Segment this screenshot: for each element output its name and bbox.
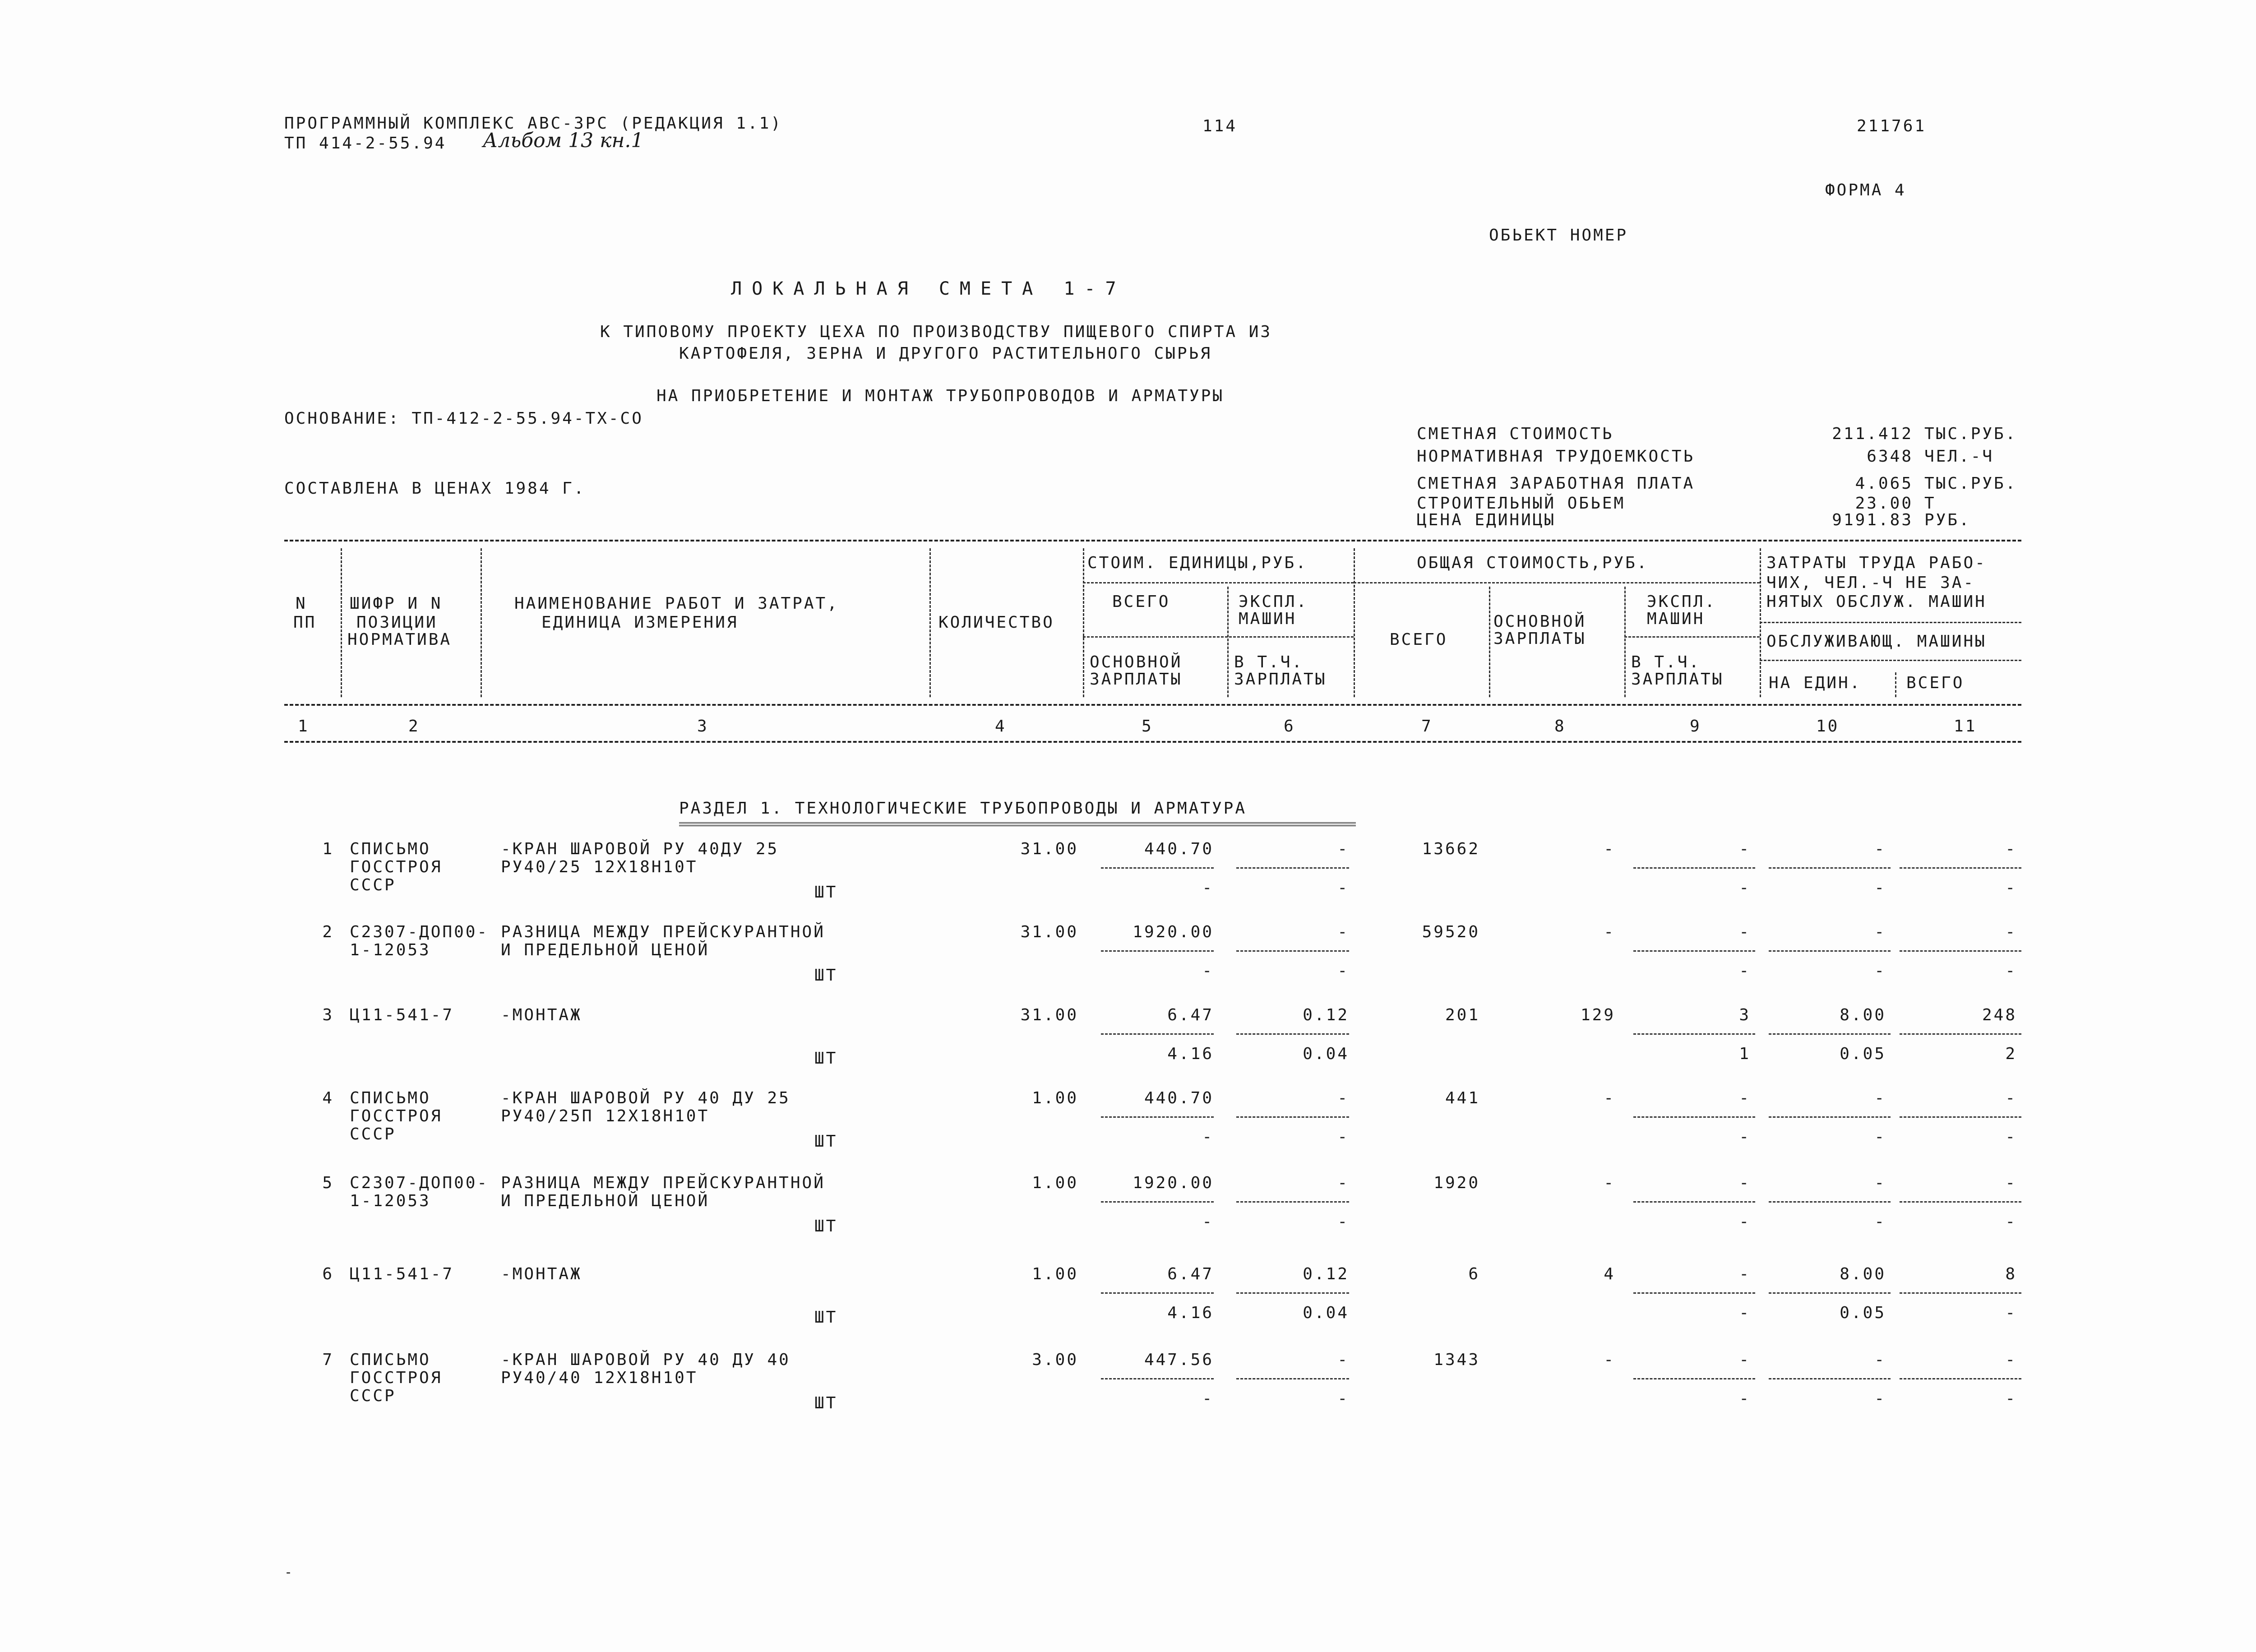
col-number: 10: [1816, 717, 1840, 736]
hdr-labor-total: ВСЕГО: [1906, 674, 1965, 692]
summary-unit: Т: [1924, 494, 1936, 513]
row-rule: [1633, 1378, 1755, 1379]
header-rule-mid: [284, 704, 2021, 706]
row-exp-wage: -: [1739, 962, 1751, 980]
row-rule: [1101, 1201, 1214, 1203]
row-name: -КРАН ШАРОВОЙ РУ 40 ДУ 40: [501, 1351, 791, 1369]
row-rule: [1900, 867, 2021, 869]
row-code: СССР: [350, 876, 396, 894]
row-uc-wage: -: [1202, 1128, 1214, 1146]
hdr-uc-wage: ЗАРПЛАТЫ: [1090, 670, 1183, 689]
row-labor-unit-2: -: [1874, 1389, 1886, 1408]
object-label: ОБЬЕКТ НОМЕР: [1489, 226, 1628, 245]
row-uc-exp-wage: -: [1337, 1128, 1349, 1146]
basis-line: ОСНОВАНИЕ: ТП-412-2-55.94-ТХ-СО: [284, 409, 643, 428]
col-number: 5: [1142, 717, 1153, 736]
row-labor-total-2: -: [2005, 1304, 2017, 1322]
col-separator: [1624, 587, 1626, 697]
row-total: 59520: [1422, 923, 1480, 941]
hdr-unit-cost: СТОИМ. ЕДИНИЦЫ,РУБ.: [1087, 554, 1308, 572]
row-unit: ШТ: [814, 1132, 838, 1151]
col-separator: [1489, 587, 1490, 697]
row-labor-unit-2: -: [1874, 962, 1886, 980]
hdr-pp: ПП: [293, 613, 317, 632]
row-uc-wage: -: [1202, 1212, 1214, 1231]
row-rule: [1769, 1292, 1891, 1294]
row-qty: 31.00: [1020, 1006, 1078, 1024]
header-rule-top: [284, 540, 2021, 541]
row-total: 6: [1468, 1265, 1480, 1283]
row-rule: [1101, 867, 1214, 869]
row-labor-total: 8: [2005, 1265, 2017, 1283]
row-labor-unit: 8.00: [1840, 1265, 1886, 1283]
title-line-1: К ТИПОВОМУ ПРОЕКТУ ЦЕХА ПО ПРОИЗВОДСТВУ ПИЩЕВОГО СПИРТА ИЗ: [600, 323, 1272, 341]
row-wage: 129: [1580, 1006, 1615, 1024]
col-separator: [1083, 548, 1084, 697]
hdr-rule: [1083, 582, 1354, 583]
row-number: 2: [322, 923, 334, 941]
row-exp: -: [1739, 923, 1751, 941]
row-labor-unit: -: [1874, 923, 1886, 941]
row-labor-total-2: -: [2005, 1212, 2017, 1231]
row-labor-total: -: [2005, 840, 2017, 858]
row-rule: [1236, 1033, 1349, 1035]
row-uc-total: 447.56: [1144, 1351, 1214, 1369]
header-rule-bottom: [284, 741, 2021, 743]
row-labor-total-2: -: [2005, 879, 2017, 897]
row-uc-wage: 4.16: [1167, 1304, 1214, 1322]
row-unit: ШТ: [814, 1394, 838, 1412]
summary-label: ЦЕНА ЕДИНИЦЫ: [1417, 511, 1556, 529]
summary-unit: ЧЕЛ.-Ч: [1924, 447, 1994, 466]
document-title: ЛОКАЛЬНАЯ СМЕТА 1-7: [731, 278, 1126, 299]
row-code: СССР: [350, 1387, 396, 1405]
row-rule: [1101, 1378, 1214, 1379]
summary-label: СМЕТНАЯ ЗАРАБОТНАЯ ПЛАТА: [1417, 474, 1695, 493]
row-rule: [1633, 1033, 1755, 1035]
row-uc-wage: 4.16: [1167, 1045, 1214, 1063]
row-uc-total: 1920.00: [1133, 923, 1214, 941]
row-exp: 3: [1739, 1006, 1751, 1024]
row-uc-exp: -: [1337, 923, 1349, 941]
row-uc-exp-wage: 0.04: [1303, 1045, 1349, 1063]
row-labor-unit: -: [1874, 1089, 1886, 1107]
handwritten-note: Альбом 13 кн.1: [483, 129, 644, 152]
row-rule: [1633, 1292, 1755, 1294]
col-number: 6: [1284, 717, 1295, 736]
row-unit: ШТ: [814, 1217, 838, 1236]
summary-unit: ТЫС.РУБ.: [1924, 474, 2017, 493]
row-rule: [1900, 1116, 2021, 1118]
row-labor-unit-2: 0.05: [1840, 1304, 1886, 1322]
row-wage: -: [1604, 1351, 1615, 1369]
row-rule: [1769, 1378, 1891, 1379]
hdr-tc-incl: ЗАРПЛАТЫ: [1631, 670, 1724, 689]
row-qty: 3.00: [1032, 1351, 1078, 1369]
row-rule: [1900, 1378, 2021, 1379]
title-line-2: КАРТОФЕЛЯ, ЗЕРНА И ДРУГОГО РАСТИТЕЛЬНОГО СЫРЬЯ: [679, 344, 1212, 363]
row-labor-unit: -: [1874, 1174, 1886, 1192]
hdr-tc-total: ВСЕГО: [1390, 630, 1448, 649]
program-line: ПРОГРАММНЫЙ КОМПЛЕКС АВС-ЗРС (РЕДАКЦИЯ 1.1): [284, 114, 782, 133]
row-rule: [1900, 1201, 2021, 1203]
row-exp: -: [1739, 1351, 1751, 1369]
summary-unit: РУБ.: [1924, 511, 1971, 529]
row-rule: [1236, 867, 1349, 869]
hdr-rule: [1760, 660, 2021, 661]
row-exp-wage: -: [1739, 1304, 1751, 1322]
hdr-tc-exp: МАШИН: [1647, 610, 1705, 628]
col-separator: [1227, 587, 1229, 697]
row-labor-unit-2: -: [1874, 1212, 1886, 1231]
row-uc-wage: -: [1202, 962, 1214, 980]
row-rule: [1900, 950, 2021, 952]
row-rule: [1236, 1116, 1349, 1118]
row-qty: 1.00: [1032, 1089, 1078, 1107]
row-code: 1-12053: [350, 941, 431, 959]
row-exp-wage: -: [1739, 1128, 1751, 1146]
row-code: СПИСЬМО: [350, 1089, 431, 1107]
row-labor-unit: -: [1874, 840, 1886, 858]
hdr-code: ПОЗИЦИИ: [356, 613, 438, 632]
hdr-labor: ЗАТРАТЫ ТРУДА РАБО-: [1766, 554, 1987, 572]
row-qty: 1.00: [1032, 1265, 1078, 1283]
row-rule: [1101, 950, 1214, 952]
row-labor-total-2: -: [2005, 962, 2017, 980]
summary-label: СТРОИТЕЛЬНЫЙ ОБЬЕМ: [1417, 494, 1626, 513]
row-number: 7: [322, 1351, 334, 1369]
col-number: 11: [1954, 717, 1977, 736]
row-labor-total-2: -: [2005, 1128, 2017, 1146]
hdr-tc-wage: ОСНОВНОЙ: [1493, 612, 1586, 631]
col-number: 8: [1554, 717, 1566, 736]
row-number: 6: [322, 1265, 334, 1283]
hdr-tc-wage: ЗАРПЛАТЫ: [1493, 629, 1586, 648]
hdr-uc-incl: В Т.Ч.: [1234, 653, 1304, 671]
hdr-rule: [1354, 582, 1760, 583]
row-rule: [1101, 1292, 1214, 1294]
row-exp-wage: -: [1739, 1212, 1751, 1231]
row-exp: -: [1739, 840, 1751, 858]
row-uc-exp-wage: -: [1337, 879, 1349, 897]
col-number: 1: [298, 717, 310, 736]
prices-line: СОСТАВЛЕНА В ЦЕНАХ 1984 Г.: [284, 479, 586, 498]
row-wage: -: [1604, 1174, 1615, 1192]
col-separator: [1354, 548, 1355, 697]
row-exp-wage: 1: [1739, 1045, 1751, 1063]
col-number: 4: [995, 717, 1007, 736]
row-wage: -: [1604, 1089, 1615, 1107]
row-number: 1: [322, 840, 334, 858]
summary-label: СМЕТНАЯ СТОИМОСТЬ: [1417, 425, 1614, 443]
row-name: РУ40/25 12Х18Н10Т: [501, 858, 698, 876]
row-exp: -: [1739, 1089, 1751, 1107]
title-line-3: НА ПРИОБРЕТЕНИЕ И МОНТАЖ ТРУБОПРОВОДОВ И АРМАТУРЫ: [656, 387, 1225, 405]
row-labor-total: 248: [1982, 1006, 2017, 1024]
row-labor-total-2: -: [2005, 1389, 2017, 1408]
row-uc-exp: 0.12: [1303, 1265, 1349, 1283]
row-labor-unit: 8.00: [1840, 1006, 1886, 1024]
row-total: 1920: [1433, 1174, 1480, 1192]
doc-number: 211761: [1857, 117, 1927, 135]
row-rule: [1633, 950, 1755, 952]
row-uc-total: 6.47: [1167, 1265, 1214, 1283]
row-exp: -: [1739, 1174, 1751, 1192]
row-name: РУ40/25П 12Х18Н10Т: [501, 1107, 710, 1125]
row-wage: -: [1604, 923, 1615, 941]
row-total: 13662: [1422, 840, 1480, 858]
row-labor-total: -: [2005, 1089, 2017, 1107]
row-labor-total-2: 2: [2005, 1045, 2017, 1063]
row-exp-wage: -: [1739, 879, 1751, 897]
row-uc-wage: -: [1202, 1389, 1214, 1408]
tp-line: ТП 414-2-55.94: [284, 134, 447, 153]
row-qty: 31.00: [1020, 923, 1078, 941]
row-labor-total: -: [2005, 923, 2017, 941]
section-underline: [679, 822, 1356, 826]
hdr-labor-unit: НА ЕДИН.: [1769, 674, 1862, 692]
hdr-labor: ЧИХ, ЧЕЛ.-Ч НЕ ЗА-: [1766, 574, 1975, 592]
summary-unit: ТЫС.РУБ.: [1924, 425, 2017, 443]
row-unit: ШТ: [814, 966, 838, 985]
row-uc-total: 440.70: [1144, 840, 1214, 858]
row-uc-total: 440.70: [1144, 1089, 1214, 1107]
col-number: 9: [1690, 717, 1701, 736]
row-rule: [1769, 1033, 1891, 1035]
hdr-labor: НЯТЫХ ОБСЛУЖ. МАШИН: [1766, 592, 1987, 611]
row-rule: [1769, 1201, 1891, 1203]
row-rule: [1633, 1201, 1755, 1203]
row-rule: [1633, 867, 1755, 869]
row-rule: [1633, 1116, 1755, 1118]
row-rule: [1236, 1201, 1349, 1203]
hdr-name: НАИМЕНОВАНИЕ РАБОТ И ЗАТРАТ,: [514, 594, 839, 613]
row-wage: 4: [1604, 1265, 1615, 1283]
hdr-tc-incl: В Т.Ч.: [1631, 653, 1701, 671]
summary-value: 211.412: [1832, 425, 1913, 443]
row-total: 201: [1445, 1006, 1480, 1024]
hdr-uc-wage: ОСНОВНОЙ: [1090, 653, 1183, 671]
hdr-qty: КОЛИЧЕСТВО: [938, 613, 1054, 632]
hdr-uc-exp: МАШИН: [1239, 610, 1297, 628]
row-labor-total: -: [2005, 1174, 2017, 1192]
hdr-name: ЕДИНИЦА ИЗМЕРЕНИЯ: [541, 613, 739, 632]
section-title: РАЗДЕЛ 1. ТЕХНОЛОГИЧЕСКИЕ ТРУБОПРОВОДЫ И АРМАТУРА: [679, 799, 1247, 818]
row-rule: [1101, 1033, 1214, 1035]
row-rule: [1236, 950, 1349, 952]
row-uc-wage: -: [1202, 879, 1214, 897]
scan-mark: -: [284, 1564, 293, 1580]
hdr-rule: [1624, 636, 1760, 638]
row-uc-exp-wage: -: [1337, 1212, 1349, 1231]
row-name: -МОНТАЖ: [501, 1265, 582, 1283]
row-code: С2307-ДОП00-: [350, 923, 489, 941]
col-number: 7: [1421, 717, 1433, 736]
row-labor-unit-2: -: [1874, 879, 1886, 897]
hdr-n: N: [296, 594, 307, 613]
row-total: 441: [1445, 1089, 1480, 1107]
row-rule: [1769, 867, 1891, 869]
row-rule: [1236, 1378, 1349, 1379]
hdr-uc-incl: ЗАРПЛАТЫ: [1234, 670, 1327, 689]
row-exp-wage: -: [1739, 1389, 1751, 1408]
hdr-rule: [1760, 622, 2021, 623]
row-code: 1-12053: [350, 1192, 431, 1210]
row-code: ГОССТРОЯ: [350, 858, 443, 876]
row-rule: [1900, 1292, 2021, 1294]
hdr-total-cost: ОБЩАЯ СТОИМОСТЬ,РУБ.: [1417, 554, 1649, 572]
row-wage: -: [1604, 840, 1615, 858]
row-code: С2307-ДОП00-: [350, 1174, 489, 1192]
row-name: И ПРЕДЕЛЬНОЙ ЦЕНОЙ: [501, 1192, 710, 1210]
row-unit: ШТ: [814, 1308, 838, 1327]
row-uc-exp-wage: -: [1337, 1389, 1349, 1408]
row-labor-unit-2: -: [1874, 1128, 1886, 1146]
row-code: СССР: [350, 1125, 396, 1143]
col-separator: [341, 548, 342, 697]
page-number: 114: [1202, 117, 1238, 135]
row-rule: [1769, 950, 1891, 952]
row-uc-exp: -: [1337, 840, 1349, 858]
row-name: -КРАН ШАРОВОЙ РУ 40ДУ 25: [501, 840, 779, 858]
row-code: ГОССТРОЯ: [350, 1107, 443, 1125]
row-name: И ПРЕДЕЛЬНОЙ ЦЕНОЙ: [501, 941, 710, 959]
row-code: СПИСЬМО: [350, 1351, 431, 1369]
hdr-rule: [1083, 636, 1354, 638]
row-uc-total: 6.47: [1167, 1006, 1214, 1024]
row-rule: [1101, 1116, 1214, 1118]
row-code: СПИСЬМО: [350, 840, 431, 858]
row-rule: [1236, 1292, 1349, 1294]
col-separator: [929, 548, 931, 697]
hdr-labor: ОБСЛУЖИВАЮЩ. МАШИНЫ: [1766, 632, 1987, 651]
col-separator: [481, 548, 482, 697]
row-code: Ц11-541-7: [350, 1006, 454, 1024]
hdr-uc-total: ВСЕГО: [1112, 592, 1170, 611]
row-name: РАЗНИЦА МЕЖДУ ПРЕЙСКУРАНТНОЙ: [501, 1174, 825, 1192]
row-number: 3: [322, 1006, 334, 1024]
row-name: РУ40/40 12Х18Н10Т: [501, 1369, 698, 1387]
row-name: РАЗНИЦА МЕЖДУ ПРЕЙСКУРАНТНОЙ: [501, 923, 825, 941]
row-exp: -: [1739, 1265, 1751, 1283]
row-unit: ШТ: [814, 883, 838, 902]
row-total: 1343: [1433, 1351, 1480, 1369]
summary-value: 4.065: [1855, 474, 1913, 493]
row-uc-exp: -: [1337, 1351, 1349, 1369]
hdr-code: ШИФР И N: [350, 594, 443, 613]
row-uc-total: 1920.00: [1133, 1174, 1214, 1192]
col-number: 2: [408, 717, 420, 736]
col-number: 3: [697, 717, 709, 736]
row-code: Ц11-541-7: [350, 1265, 454, 1283]
row-uc-exp: 0.12: [1303, 1006, 1349, 1024]
row-labor-unit: -: [1874, 1351, 1886, 1369]
row-name: -КРАН ШАРОВОЙ РУ 40 ДУ 25: [501, 1089, 791, 1107]
row-number: 5: [322, 1174, 334, 1192]
hdr-tc-exp: ЭКСПЛ.: [1647, 592, 1717, 611]
row-qty: 1.00: [1032, 1174, 1078, 1192]
row-labor-unit-2: 0.05: [1840, 1045, 1886, 1063]
form-label: ФОРМА 4: [1825, 181, 1906, 199]
hdr-code: НОРМАТИВА: [347, 630, 452, 649]
row-code: ГОССТРОЯ: [350, 1369, 443, 1387]
row-number: 4: [322, 1089, 334, 1107]
row-labor-total: -: [2005, 1351, 2017, 1369]
summary-value: 6348: [1867, 447, 1913, 466]
summary-value: 23.00: [1855, 494, 1913, 513]
summary-label: НОРМАТИВНАЯ ТРУДОЕМКОСТЬ: [1417, 447, 1695, 466]
row-qty: 31.00: [1020, 840, 1078, 858]
summary-value: 9191.83: [1832, 511, 1913, 529]
row-name: -МОНТАЖ: [501, 1006, 582, 1024]
row-uc-exp: -: [1337, 1174, 1349, 1192]
row-rule: [1900, 1033, 2021, 1035]
row-uc-exp-wage: -: [1337, 962, 1349, 980]
col-separator: [1895, 672, 1896, 697]
row-uc-exp-wage: 0.04: [1303, 1304, 1349, 1322]
row-rule: [1769, 1116, 1891, 1118]
row-unit: ШТ: [814, 1049, 838, 1068]
row-uc-exp: -: [1337, 1089, 1349, 1107]
hdr-uc-exp: ЭКСПЛ.: [1239, 592, 1308, 611]
